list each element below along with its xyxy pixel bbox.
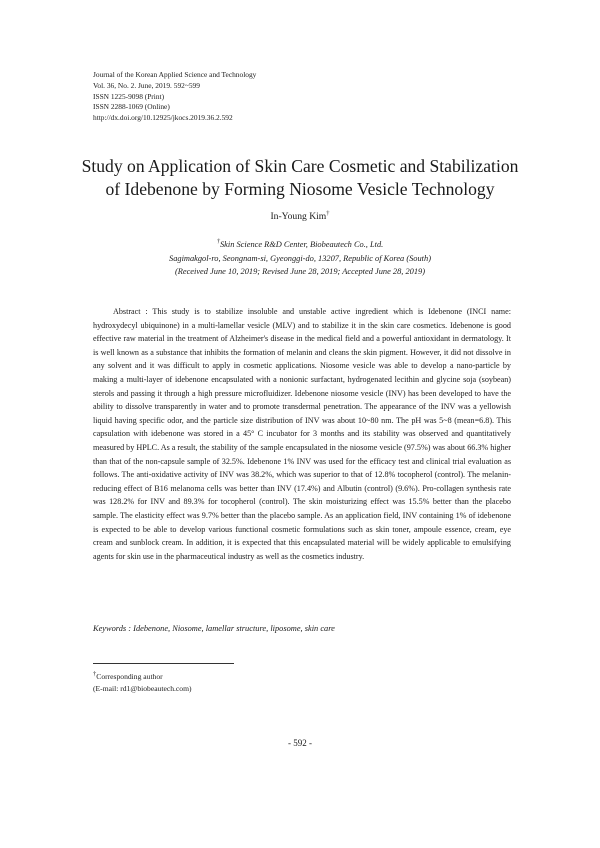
affiliation-mark: † — [216, 238, 220, 246]
abstract-label: Abstract : — [113, 307, 148, 316]
page-number: - 592 - — [288, 738, 312, 748]
affiliation-line-1: Skin Science R&D Center, Biobeautech Co., Ltd. — [219, 240, 384, 249]
affiliation-line-2: Sagimakgol-ro, Seongnam-si, Gyeonggi-do, 13207, Republic of Korea (South) — [169, 253, 431, 263]
issn-online: ISSN 2288-1069 (Online) — [93, 102, 170, 112]
footnote-mark: † — [93, 670, 97, 678]
author-line — [0, 211, 600, 222]
title-line-1: Study on Application of Skin Care Cosmetic and Stabilization — [81, 156, 519, 176]
journal-name: Journal of the Korean Applied Science and Technology — [93, 70, 257, 79]
received-dates: (Received June 10, 2019; Revised June 28, 2019; Accepted June 28, 2019) — [174, 267, 426, 276]
footnote-line-1: Corresponding author — [96, 672, 163, 681]
keywords: Keywords : Idebenone, Niosome, lamellar structure, liposome, skin care — [93, 624, 335, 633]
doi-link[interactable]: http://dx.doi.org/10.12925/jkocs.2019.36.2.592 — [93, 113, 233, 123]
title-line-2: of Idebenone by Forming Niosome Vesicle Technology — [105, 179, 495, 199]
footnote-divider — [93, 663, 234, 664]
journal-header — [93, 70, 513, 124]
footnote-email: (E-mail: rd1@biobeautech.com) — [93, 684, 192, 693]
abstract — [93, 305, 511, 563]
author-name: In-Young Kim — [270, 211, 327, 222]
abstract-text: This study is to stabilize insoluble and unstable active ingredient which is Idebenone (INCI name: hydroxydecyl ubiquinone) in a multi-lamellar vesicle (MLV) and to stabilize it in the skin care cosmetics. Idebenone is good effective raw material in the treatment of Alzheimer's disease in the medical field and a powerful antioxidant in dermatology. It is well known as a substance that inhibits the formation of melanin and cleans the skin pigment. However, it did not dissolve in any solvent and it was difficult to apply in cosmetic applications. Niosome vesicle was able to develop a nano-particle by making a multi-layer of idebenone encapsulated with a nonionic surfactant, hydrogenated lecithin and glycine soja (soybean) sterols and passing it through a high pressure microfluidizer. Idebenone niosome vesicle (INV) has been developed to have the ability to dissolve transparently in water and to promote transdermal penetration. The appearance of the INV was a yellowish liquid having specific odor, and the particle size distribution of INV was about 10~80 nm. The pH was 5~8 (mean=6.8). This capsulation with idebenone was stored in a 45° C incubator for 3 months and its stability was observed and quantitatively measured by HPLC. As a result, the stability of the sample encapsulated in the niosome vesicle (97.5%) was about 66.3% higher than that of the non-capsule sample of 32.5%. Idebenone 1% INV was used for the efficacy test and clinical trial evaluation as follows. The anti-oxidative activity of INV was 38.2%, which was superior to that of 12.8% tocopherol (control). The melanin-reducing effect of B16 melanoma cells was better than INV (17.4%) and Albutin (control) (9.6%). Pro-collagen synthesis rate was 128.2% for INV and 89.3% for tocopherol (control). The skin moisturizing effect was 15.5% better than the placebo sample. The elasticity effect was 9.7% better than the placebo sample. As an application field, INV containing 1% of idebenone is expected to be able to develop various functional cosmetic formulations such as skin toner, ampoule essence, cream, eye cream and sunblock cream. In addition, it is expected that this encapsulated material will be widely applicable to emulsifying agents for skin use in the pharmaceutical industry as well as the cosmetics industry. — [93, 307, 511, 561]
footnote — [93, 671, 393, 695]
journal-volume: Vol. 36, No. 2. June, 2019. 592~599 — [93, 80, 200, 90]
affiliation — [60, 238, 540, 279]
issn-print: ISSN 1225-9098 (Print) — [93, 91, 165, 101]
paper-title — [60, 155, 540, 201]
author-mark: † — [326, 209, 330, 217]
